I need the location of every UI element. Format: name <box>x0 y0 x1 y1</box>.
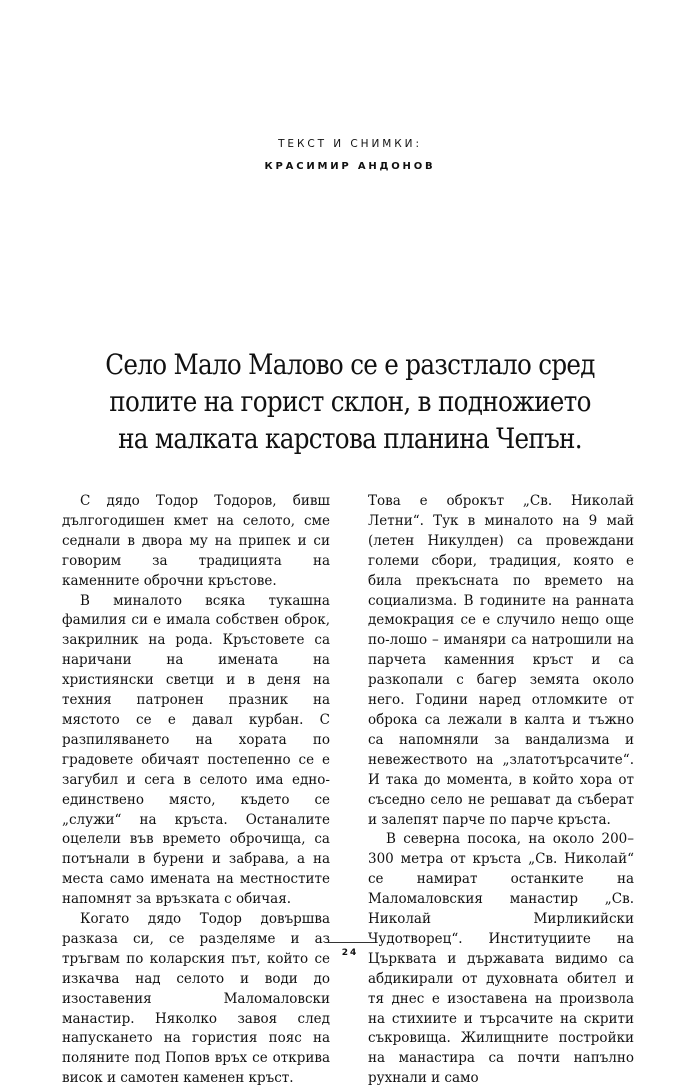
credit-label: ТЕКСТ И СНИМКИ: <box>278 138 422 150</box>
author-name: КРАСИМИР АНДОНОВ <box>264 161 436 172</box>
paragraph: В миналото всяка тукашна фамилия си е имала собствен оброк, закрилник на рода. Кръстовете са наричани на имената на християнски светци и в деня на техния патронен празник на мястото се е давал курбан. С разпиляването на хората по градовете обичаят постепенно се е загубил и сега в селото има едно-единствено място, където се „служи“ на кръста. Останалите оцелели във времето оброчища, са потънали в бурени и забрава, а на места само имената на местностите напомнят за връзката с обичая. <box>62 592 330 908</box>
page-number: 24 <box>341 948 359 958</box>
page-number-rule <box>325 942 375 943</box>
left-column <box>62 492 330 1089</box>
paragraph: С дядо Тодор Тодоров, бивш дългогодишен кмет на селото, сме седнали в двора му на припек и си говорим за традицията на каменните оброчни кръстове. <box>62 493 330 589</box>
right-column <box>368 492 634 1089</box>
title-line: Село Мало Малово се е разстлало сред <box>105 348 595 381</box>
title-line: полите на горист склон, в подножието <box>109 385 591 418</box>
title-line: на малката карстова планина Чепън. <box>118 422 582 455</box>
paragraph: Това е оброкът „Св. Николай Летни“. Тук в миналото на 9 май (летен Никулден) са провеждани големи сбори, традиция, която е била прекъсната по времето на социализма. В годините на ранната демокрация се е случило нещо още по-лошо – иманяри са натрошили на парчета каменния кръст и са разкопали с багер земята около него. Години наред отломките от оброка са лежали в калта и тъжно са напомняли за вандализма и невежеството на „златотърсачите“. И така до момента, в който хора от съседно село не решават да съберат и залепят парче по парче кръста. <box>368 493 634 828</box>
article-title <box>95 346 605 457</box>
paragraph: В северна посока, на около 200–300 метра от кръста „Св. Николай“ се намират останките на Маломаловския манастир „Св. Николай Мирликийски Чудотворец“. Институциите на Църквата и държавата видимо са абдикирали от духовната обител и тя днес е изоставена на произвола на стихиите и търсачите на скрити съкровища. Жилищните постройки на манастира са почти напълно рухнали и само <box>368 831 634 1087</box>
paragraph: Когато дядо Тодор довършва разказа си, се разделяме и аз тръгвам по коларския път, който се изкачва над селото и води до изоставения Маломаловски манастир. Няколко завоя след напускането на гористия пояс на поляните под Попов връх се открива висок и самотен каменен кръст. <box>62 911 330 1087</box>
